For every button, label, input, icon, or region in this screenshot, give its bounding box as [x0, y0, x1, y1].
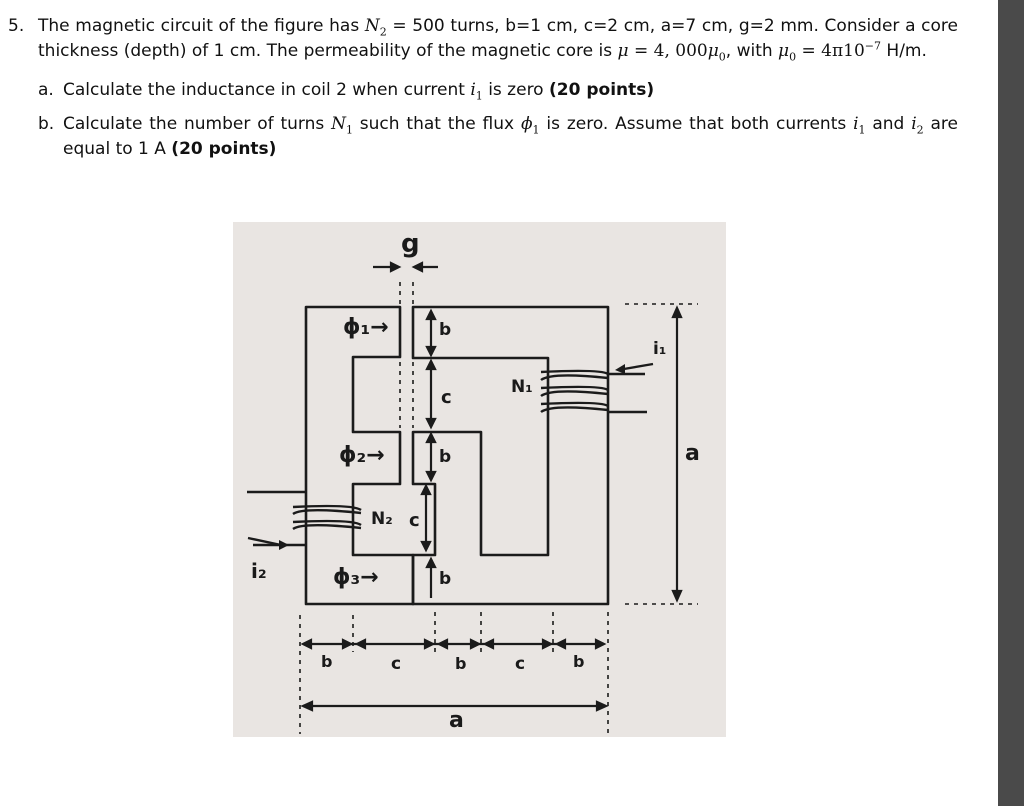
gap-label-g: g [401, 229, 420, 259]
dim-c-bottom-1: c [391, 654, 402, 674]
part-b-text-1: Calculate the number of turns [63, 114, 332, 134]
dim-c-middle: c [441, 387, 452, 408]
coil-n2 [247, 492, 361, 545]
intro-text-1: The magnetic circuit of the figure has [38, 16, 365, 36]
i2-label: i₂ [251, 559, 267, 583]
part-b-i1-sub: 1 [858, 123, 866, 137]
dim-a-vertical: a [685, 441, 700, 466]
part-a-text-2: is zero [482, 80, 549, 100]
part-b-text-5: are equal to 1 A [63, 114, 959, 159]
part-b-label: b. [38, 114, 55, 134]
dim-a-horizontal: a [449, 708, 464, 733]
dim-b-middle: b [439, 447, 452, 467]
mu0b-symbol: μ [778, 41, 790, 61]
dim-c-lower: c [409, 510, 420, 531]
dim-b-bottom: b [439, 569, 452, 589]
mu0-value: = 4π10 [796, 41, 865, 61]
dim-b-bottom-1: b [321, 652, 333, 671]
i1-arrowhead [615, 364, 625, 374]
dim-b-bottom-3: b [573, 652, 585, 671]
part-a-var: i [470, 80, 476, 100]
part-b-text-2: such that the flux [352, 114, 521, 134]
part-b-points: (20 points) [171, 139, 277, 159]
coil-n1 [541, 364, 653, 412]
part-b-phi-sub: 1 [532, 123, 540, 137]
dim-b-bottom-2: b [455, 654, 467, 673]
phi1-label: ϕ₁→ [343, 315, 389, 340]
part-a [38, 78, 958, 103]
mu0-symbol: μ [707, 41, 719, 61]
part-b-n1-sub: 1 [345, 123, 353, 137]
part-b [38, 112, 958, 162]
scrollbar-track[interactable] [998, 0, 1024, 806]
part-b-text-4: and [865, 114, 912, 134]
dim-b-top: b [439, 320, 452, 340]
intro-text-2: = 500 turns, b=1 cm, c=2 cm, a=7 cm, g=2 mm. Consider a core thickness (depth) of 1 cm. The permeability of the magnetic core is [38, 16, 958, 61]
question-statement [38, 14, 958, 64]
intro-text-3: , with [725, 41, 779, 61]
mu0b-subscript: 0 [789, 50, 797, 64]
part-a-label: a. [38, 80, 54, 100]
i1-label: i₁ [653, 339, 667, 359]
n2-subscript: 2 [379, 25, 387, 39]
part-a-text-1: Calculate the inductance in coil 2 when current [63, 80, 471, 100]
mu-value: = 4, 000 [628, 41, 708, 61]
intro-text-4: H/m. [881, 41, 927, 61]
i2-arrowhead [279, 540, 289, 550]
question-number: 5. [8, 16, 25, 36]
magnetic-circuit-drawing [233, 222, 726, 737]
dim-c-bottom-2: c [515, 654, 526, 674]
part-a-points: (20 points) [549, 80, 655, 100]
part-b-i1: i [853, 114, 859, 134]
part-b-i2-sub: 2 [916, 123, 924, 137]
question-parts [38, 78, 958, 162]
mu-symbol: μ [617, 41, 629, 61]
part-b-i2: i [911, 114, 917, 134]
phi3-label: ϕ₃→ [333, 565, 379, 590]
part-b-text-3: is zero. Assume that both currents [539, 114, 854, 134]
question-block [8, 14, 958, 171]
magnetic-circuit-figure [233, 222, 726, 737]
n2-symbol: N [364, 16, 380, 36]
part-b-phi: ϕ [520, 114, 533, 134]
mu0-exponent: −7 [864, 39, 882, 53]
phi2-label: ϕ₂→ [339, 443, 385, 468]
part-b-n1: N [331, 114, 346, 134]
mu0-subscript: 0 [718, 50, 726, 64]
part-a-var-sub: 1 [475, 89, 483, 103]
n2-label: N₂ [371, 509, 393, 529]
n1-label: N₁ [511, 377, 533, 397]
